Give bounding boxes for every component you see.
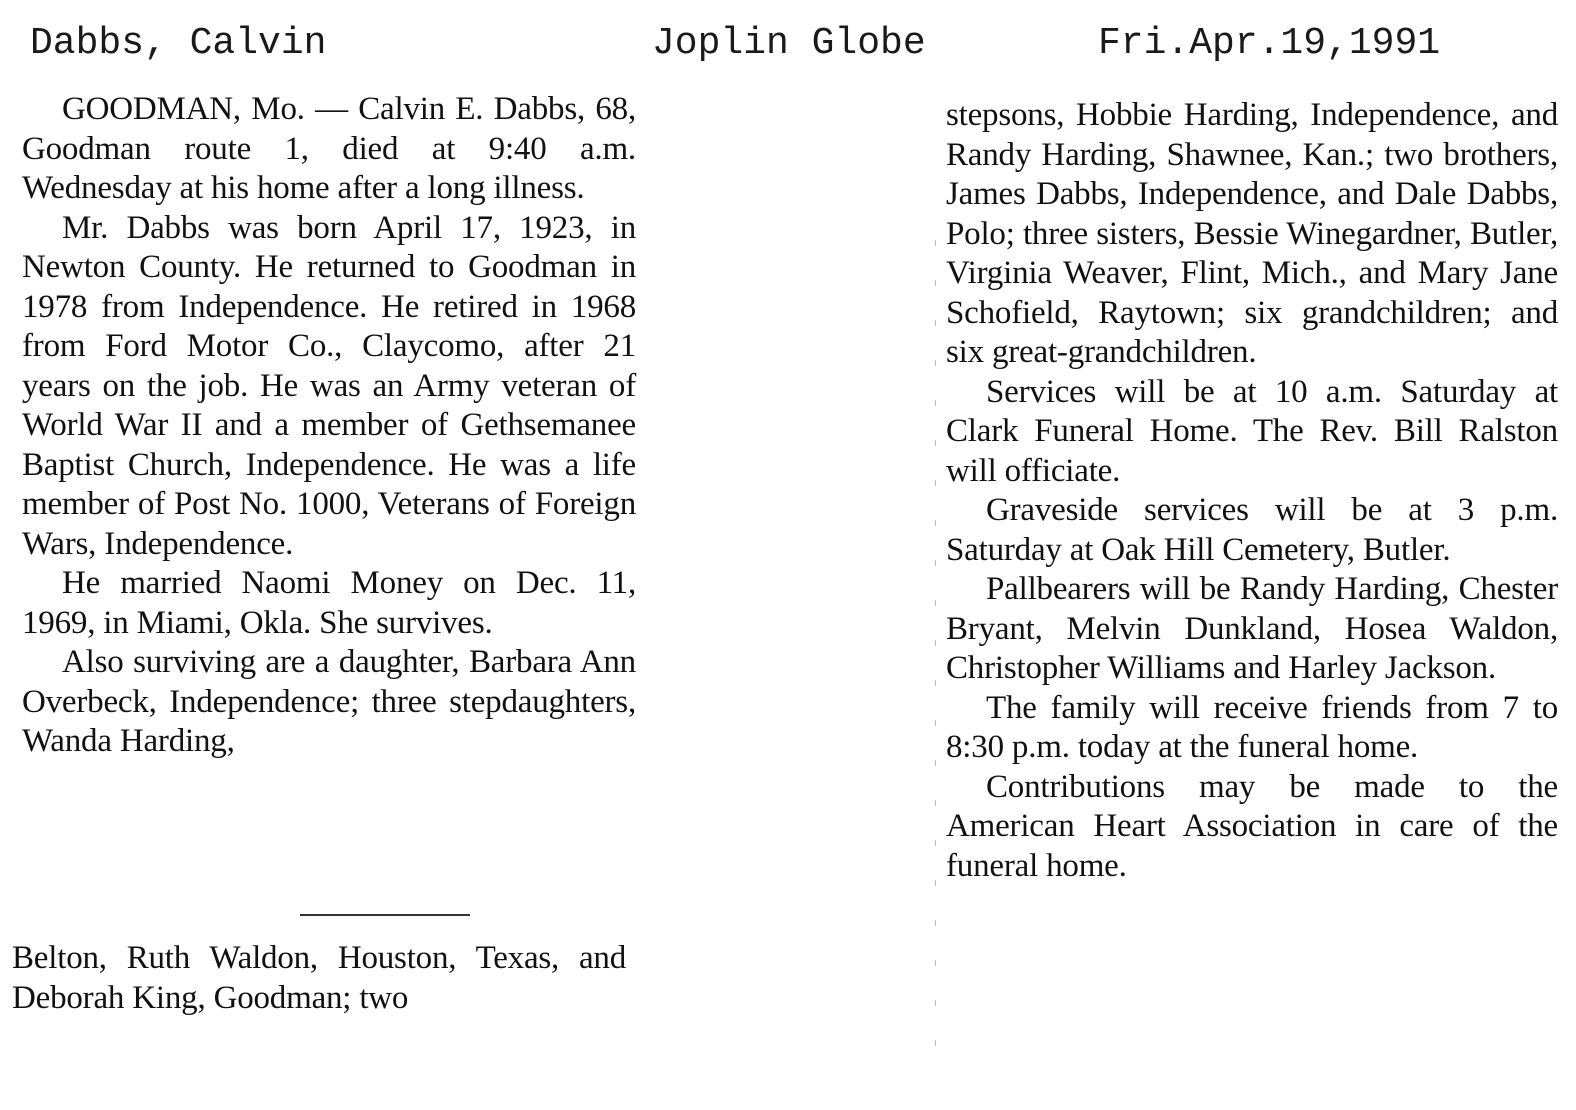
obituary-right-column [946, 96, 1558, 886]
column-divider [935, 240, 936, 1080]
obituary-paragraph-contributions: Contributions may be made to the American Heart Association in care of the funeral home. [946, 768, 1558, 884]
header-date: Fri.Apr.19,1991 [1098, 22, 1441, 65]
obituary-paragraph-visitation: The family will receive friends from 7 to 8:30 p.m. today at the funeral home. [946, 689, 1558, 765]
obituary-paragraph-services: Services will be at 10 a.m. Saturday at Clark Funeral Home. The Rev. Bill Ralston will officiate. [946, 373, 1558, 489]
obituary-paragraph-survivors: Also surviving are a daughter, Barbara Ann Overbeck, Independence; three stepdaughters, Wanda Harding, [22, 644, 636, 759]
clipping-header [0, 14, 1576, 74]
header-newspaper: Joplin Globe [652, 22, 926, 65]
obituary-left-column-continued [12, 939, 626, 1018]
header-name: Dabbs, Calvin [30, 22, 327, 65]
obituary-paragraph-pallbearers: Pallbearers will be Randy Harding, Chester Bryant, Melvin Dunkland, Hosea Waldon, Christopher Williams and Harley Jackson. [946, 571, 1558, 686]
obituary-paragraph-marriage: He married Naomi Money on Dec. 11, 1969, in Miami, Okla. She survives. [22, 565, 636, 641]
column-break-rule [300, 914, 470, 916]
obituary-paragraph-survivors-continued-2: stepsons, Hobbie Harding, Independence, and Randy Harding, Shawnee, Kan.; two brothers, James Dabbs, Independence, and Dale Dabbs, Polo; three sisters, Bessie Winegardner, Butler, Virginia Weaver, Flint, Mich., and Mary Jane Schofield, Raytown; six grandchildren; and six great-grandchildren. [946, 97, 1558, 370]
obituary-paragraph-biography: Mr. Dabbs was born April 17, 1923, in Newton County. He returned to Goodman in 1978 from Independence. He retired in 1968 from Ford Motor Co., Claycomo, after 21 years on the job. He was an Army veteran of World War II and a member of Gethsemanee Baptist Church, Independence. He was a life member of Post No. 1000, Veterans of Foreign Wars, Independence. [22, 209, 636, 562]
obituary-paragraph-survivors-continued: Belton, Ruth Waldon, Houston, Texas, and Deborah King, Goodman; two [12, 940, 626, 1016]
obituary-left-column [22, 90, 636, 762]
obituary-paragraph-lead: GOODMAN, Mo. — Calvin E. Dabbs, 68, Goodman route 1, died at 9:40 a.m. Wednesday at his home after a long illness. [22, 91, 636, 206]
obituary-paragraph-graveside: Graveside services will be at 3 p.m. Saturday at Oak Hill Cemetery, Butler. [946, 492, 1558, 568]
